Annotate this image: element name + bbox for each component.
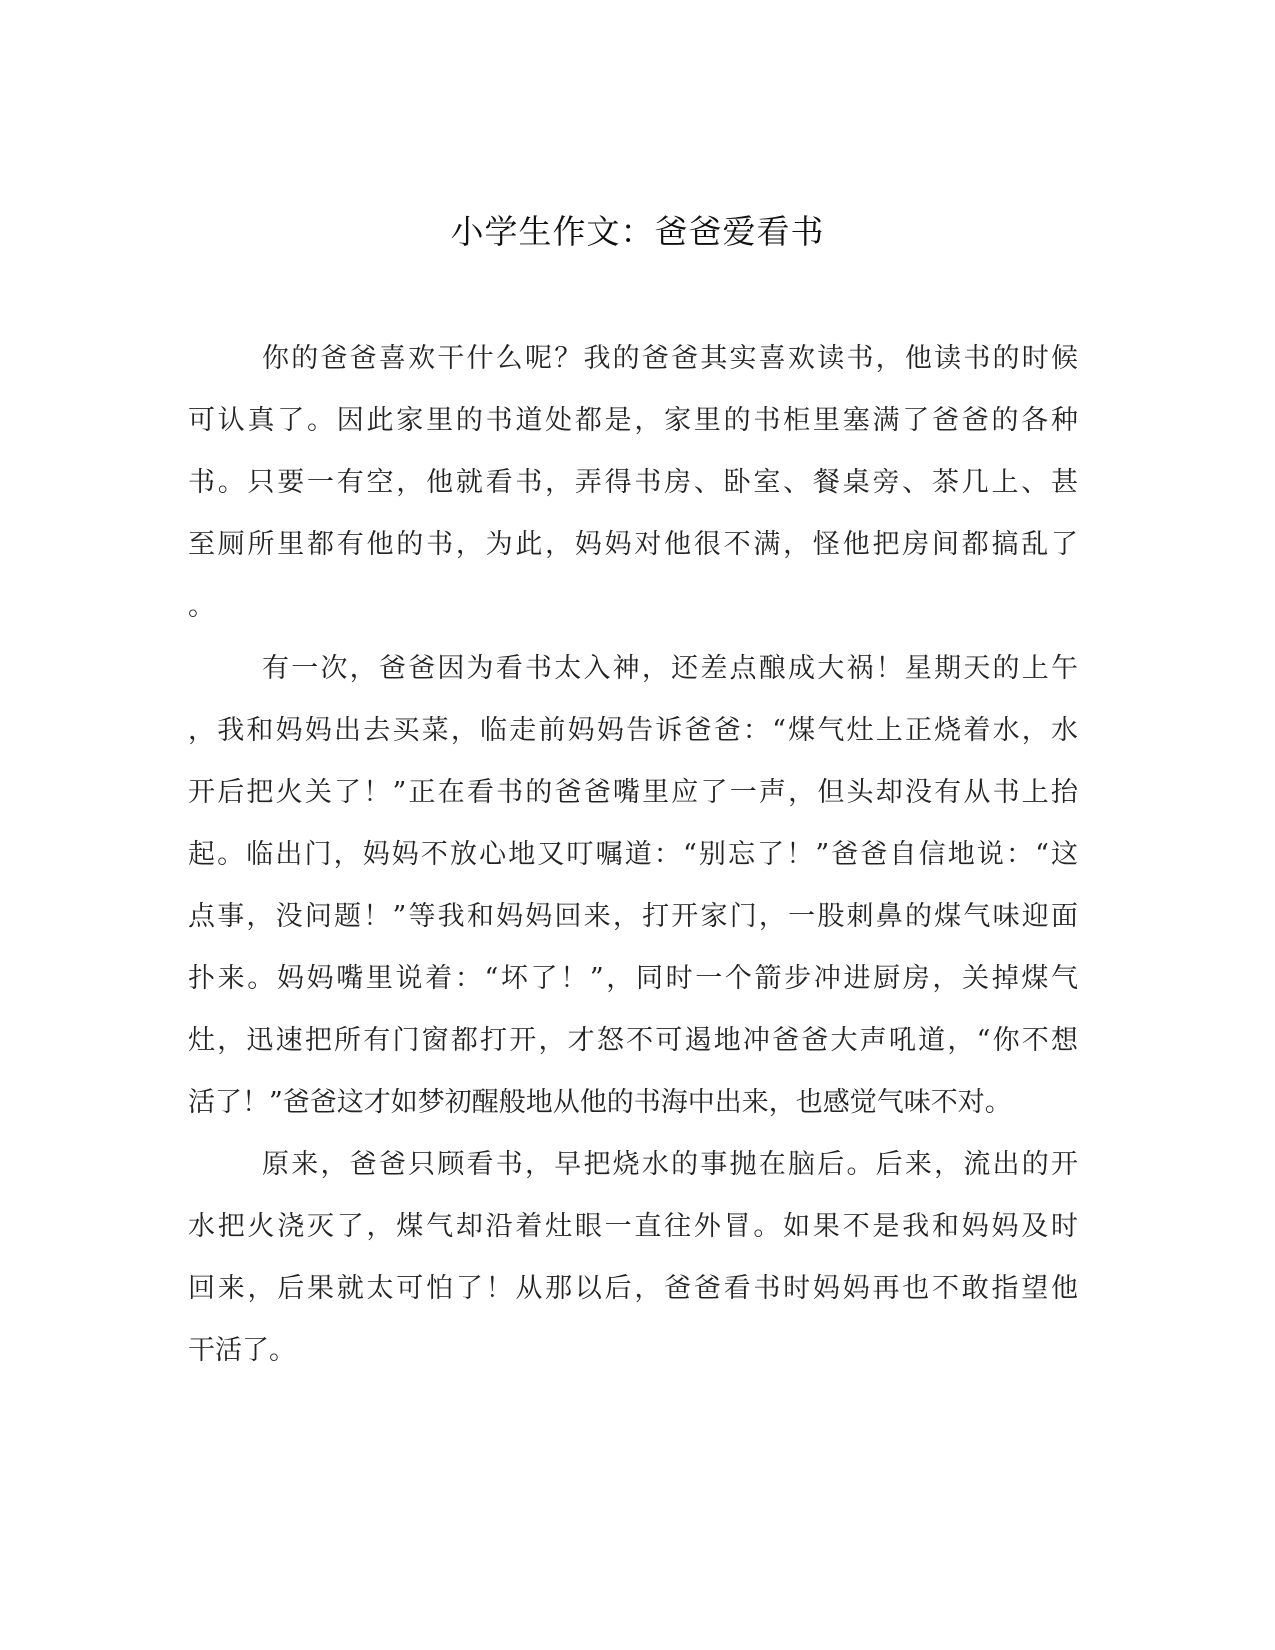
text-line: 。 — [188, 591, 215, 622]
text-line: 起。临出门，妈妈不放心地又叮嘱道：“别忘了！”爸爸自信地说：“这 — [188, 839, 1078, 870]
text-line: 灶，迅速把所有门窗都打开，才怒不可遏地冲爸爸大声吼道，“你不想 — [188, 1025, 1078, 1056]
text-line: 水把火浇灭了，煤气却沿着灶眼一直往外冒。如果不是我和妈妈及时 — [188, 1211, 1078, 1242]
text-line: 至厕所里都有他的书，为此，妈妈对他很不满，怪他把房间都搞乱了 — [188, 529, 1078, 560]
document-title: 小学生作文：爸爸爱看书 — [450, 212, 825, 251]
text-line: 开后把火关了！”正在看书的爸爸嘴里应了一声，但头却没有从书上抬 — [188, 777, 1078, 808]
paragraph-3 — [188, 1134, 1078, 1382]
text-line: 扑来。妈妈嘴里说着：“坏了！”，同时一个箭步冲进厨房，关掉煤气 — [188, 963, 1078, 994]
text-line: 你的爸爸喜欢干什么呢？我的爸爸其实喜欢读书，他读书的时候 — [262, 343, 1078, 374]
paragraph-1 — [188, 328, 1078, 638]
text-line: 可认真了。因此家里的书道处都是，家里的书柜里塞满了爸爸的各种 — [188, 405, 1078, 436]
text-line: 回来，后果就太可怕了！从那以后，爸爸看书时妈妈再也不敢指望他 — [188, 1273, 1078, 1304]
text-line: 干活了。 — [188, 1335, 296, 1366]
text-line: 原来，爸爸只顾看书，早把烧水的事抛在脑后。后来，流出的开 — [262, 1149, 1078, 1180]
text-line: 有一次，爸爸因为看书太入神，还差点酿成大祸！星期天的上午 — [262, 653, 1078, 684]
text-line: 活了！”爸爸这才如梦初醒般地从他的书海中出来，也感觉气味不对。 — [188, 1087, 1012, 1118]
text-line: 书。只要一有空，他就看书，弄得书房、卧室、餐桌旁、茶几上、甚 — [188, 467, 1078, 498]
document-body — [188, 328, 1078, 1382]
paragraph-2 — [188, 638, 1078, 1134]
text-line: 点事，没问题！”等我和妈妈回来，打开家门，一股刺鼻的煤气味迎面 — [188, 901, 1078, 932]
text-line: ，我和妈妈出去买菜，临走前妈妈告诉爸爸：“煤气灶上正烧着水，水 — [188, 715, 1078, 746]
